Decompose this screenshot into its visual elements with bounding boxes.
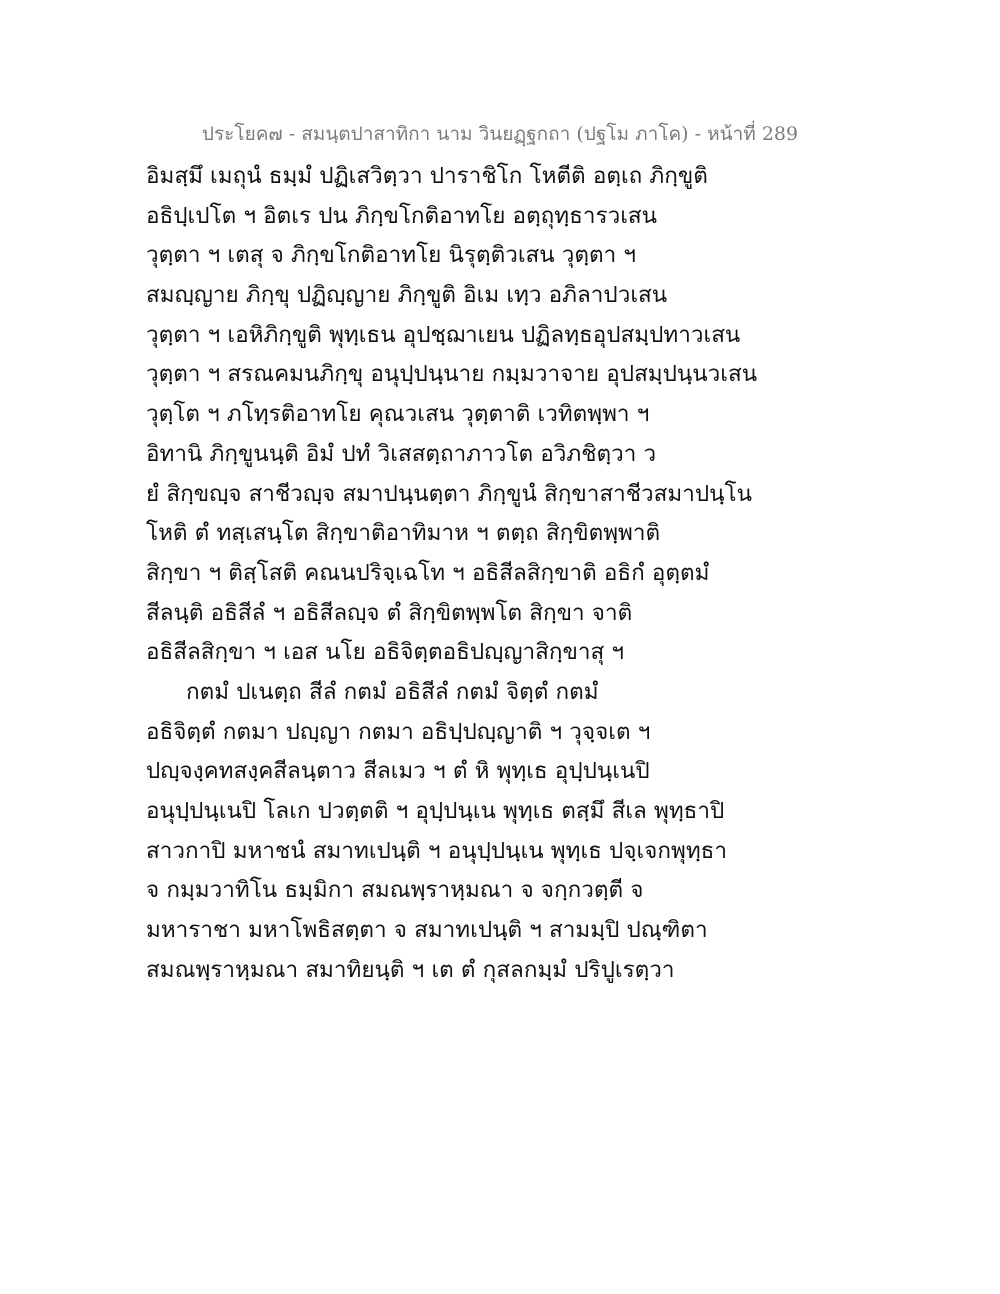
text-line: สมณพฺราหฺมณา สมาทิยนฺติ ฯ เต ตํ กุสลกมฺมํ ปริปูเรตฺวา [146,956,675,983]
text-line: วุตฺโต ฯ ภโทฺรติอาทโย คุณวเสน วุตฺตาติ เวทิตพฺพา ฯ [146,401,650,428]
text-line: วุตฺตา ฯ เตสุ จ ภิกฺขโกติอาทโย นิรุตฺติวเสน วุตฺตา ฯ [146,242,637,269]
text-line: วุตฺตา ฯ สรณคมนภิกฺขุ อนุปฺปนฺนาย กมฺมวาจาย อุปสมฺปนฺนวเสน [146,361,758,388]
text-line: ยํ สิกฺขญฺจ สาชีวญฺจ สมาปนฺนตฺตา ภิกฺขูนํ สิกฺขาสาชีวสมาปนฺโน [146,480,752,507]
text-line: สีลนฺติ อธิสีลํ ฯ อธิสีลญฺจ ตํ สิกฺขิตพฺพโต สิกฺขา จาติ [146,599,633,626]
body-text [146,157,866,990]
text-line: โหติ ตํ ทสฺเสนฺโต สิกฺขาติอาทิมาห ฯ ตตฺถ สิกฺขิตพฺพาติ [146,520,661,547]
text-line: อธิปฺเปโต ฯ อิตเร ปน ภิกฺขโกติอาทโย อตฺถุทฺธารวเสน [146,202,658,229]
text-line: ปญฺจงฺคทสงฺคสีลนฺตาว สีลเมว ฯ ตํ หิ พุทฺเธ อุปฺปนฺเนปิ [146,758,650,785]
text-line: สมญฺญาย ภิกฺขุ ปฏิญฺญาย ภิกฺขูติ อิเม เทฺว อภิลาปวเสน [146,282,668,309]
paragraph-first-line: กตมํ ปเนตฺถ สีลํ กตมํ อธิสีลํ กตมํ จิตฺตํ กตมํ [186,678,599,705]
text-line: จ กมฺมวาทิโน ธมฺมิกา สมณพฺราหฺมณา จ จกฺกวตฺตี จ [146,877,644,904]
running-header: ประโยค๗ - สมนฺตปาสาทิกา นาม วินยฏฺฐกถา (ปฐโม ภาโค) - หน้าที่ 289 [201,123,799,145]
text-line: วุตฺตา ฯ เอหิภิกฺขูติ พุทฺเธน อุปชฺฌาเยน ปฏิลทฺธอุปสมฺปทาวเสน [146,321,741,348]
text-line: อธิสีลสิกฺขา ฯ เอส นโย อธิจิตฺตอธิปญฺญาสิกฺขาสุ ฯ [146,639,625,666]
text-line: สาวกาปิ มหาชนํ สมาทเปนฺติ ฯ อนุปฺปนฺเน พุทฺเธ ปจฺเจกพุทฺธา [146,837,728,864]
text-line: อิมสฺมึ เมถุนํ ธมฺมํ ปฏิเสวิตฺวา ปาราชิโก โหตีติ อตฺเถ ภิกฺขูติ [146,163,708,189]
text-line: อธิจิตฺตํ กตมา ปญฺญา กตมา อธิปฺปญฺญาติ ฯ วุจฺจเต ฯ [146,718,651,745]
text-line: อนุปฺปนฺเนปิ โลเก ปวตฺตติ ฯ อุปฺปนฺเน พุทฺเธ ตสฺมึ สีเล พุทฺธาปิ [146,798,725,824]
text-line: อิทานิ ภิกฺขูนนฺติ อิมํ ปทํ วิเสสตฺถาภาวโต อวิภชิตฺวา ว [146,440,657,467]
text-line: สิกฺขา ฯ ติสฺโสติ คณนปริจฺเฉโท ฯ อธิสีลสิกฺขาติ อธิกํ อุตฺตมํ [146,559,710,586]
text-line: มหาราชา มหาโพธิสตฺตา จ สมาทเปนฺติ ฯ สามมฺปิ ปณฺฑิตา [146,917,708,944]
